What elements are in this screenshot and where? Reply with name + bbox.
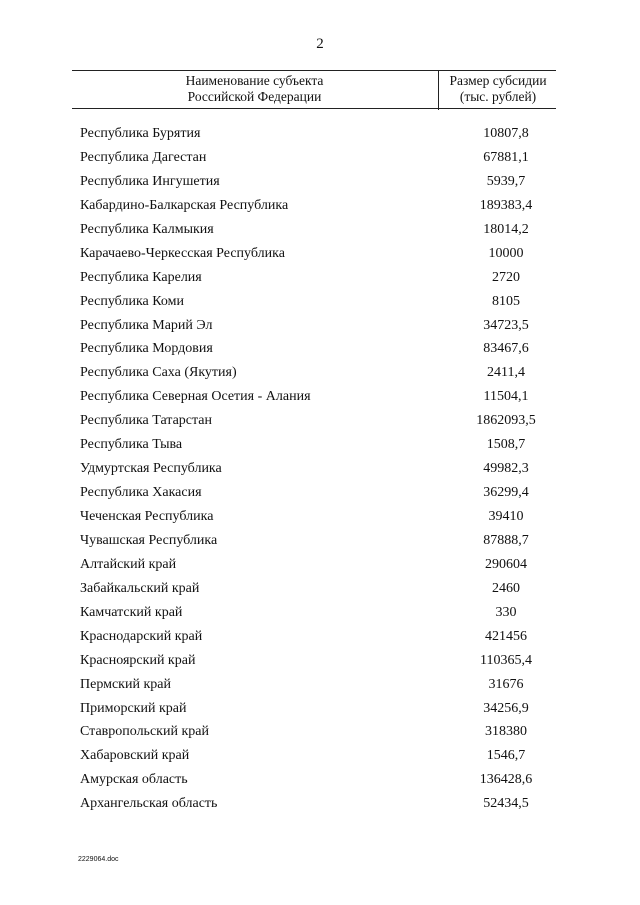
table-row	[80, 697, 556, 721]
table-row	[80, 433, 556, 457]
table-body	[80, 122, 556, 816]
header-region-name-line1: Наименование субъекта	[185, 73, 324, 88]
region-name: Забайкальский край	[80, 580, 200, 596]
table-row	[80, 505, 556, 529]
subsidy-value: 34256,9	[483, 700, 529, 716]
table-row	[80, 457, 556, 481]
region-name: Амурская область	[80, 772, 188, 788]
table-row	[80, 601, 556, 625]
region-name: Приморский край	[80, 700, 187, 716]
table-row	[80, 792, 556, 816]
region-name: Республика Хакасия	[80, 485, 202, 501]
page-number: 2	[316, 36, 324, 52]
region-name: Чувашская Республика	[80, 532, 218, 548]
table-row	[80, 673, 556, 697]
table-row	[80, 409, 556, 433]
region-name: Республика Марий Эл	[80, 317, 213, 333]
subsidy-value: 330	[495, 604, 517, 620]
region-name: Республика Татарстан	[80, 413, 213, 429]
region-name: Краснодарский край	[80, 628, 203, 644]
subsidy-value: 189383,4	[479, 197, 533, 213]
table-row	[80, 266, 556, 290]
table-row	[80, 625, 556, 649]
file-name: 2229064.doc	[78, 856, 119, 863]
header-subsidy-line2: (тыс. рублей)	[459, 89, 537, 104]
region-name: Республика Коми	[80, 293, 184, 309]
subsidy-value: 2460	[492, 580, 520, 596]
region-name: Архангельская область	[80, 796, 218, 812]
table-row	[80, 385, 556, 409]
subsidy-value: 36299,4	[483, 485, 529, 501]
region-name: Республика Ингушетия	[80, 173, 220, 189]
header-subsidy-line1: Размер субсидии	[449, 73, 547, 88]
subsidy-value: 1862093,5	[476, 413, 536, 429]
header-subsidy	[438, 71, 557, 110]
region-name: Карачаево-Черкесская Республика	[80, 245, 285, 261]
region-name: Республика Бурятия	[80, 126, 201, 141]
table-row	[80, 529, 556, 553]
table-row	[80, 170, 556, 194]
region-name: Республика Карелия	[80, 269, 202, 285]
table-row	[80, 553, 556, 577]
table-row	[80, 242, 556, 266]
subsidy-value: 18014,2	[483, 221, 529, 237]
subsidy-value: 31676	[488, 676, 524, 692]
subsidy-value: 10807,8	[483, 126, 529, 141]
region-name: Красноярский край	[80, 652, 196, 668]
table-row	[80, 768, 556, 792]
subsidy-value: 2720	[492, 269, 520, 285]
header-region-name	[72, 71, 437, 110]
table-row	[80, 649, 556, 673]
table-header	[72, 70, 556, 109]
region-name: Республика Дагестан	[80, 149, 207, 165]
table-row	[80, 194, 556, 218]
table-row	[80, 361, 556, 385]
table-row	[80, 218, 556, 242]
subsidy-value: 136428,6	[479, 772, 533, 788]
region-name: Алтайский край	[80, 556, 177, 572]
subsidy-value: 1508,7	[486, 437, 526, 453]
region-name: Республика Тыва	[80, 437, 183, 453]
table-row	[80, 122, 556, 146]
subsidy-value: 83467,6	[483, 341, 529, 357]
subsidy-value: 39410	[488, 509, 524, 524]
subsidy-value: 2411,4	[487, 365, 525, 381]
subsidy-value: 318380	[485, 724, 527, 740]
subsidy-value: 8105	[492, 293, 520, 309]
region-name: Пермский край	[80, 676, 171, 692]
subsidy-value: 34723,5	[483, 317, 529, 333]
table-row	[80, 290, 556, 314]
region-name: Хабаровский край	[80, 748, 190, 764]
region-name: Камчатский край	[80, 604, 183, 620]
subsidy-value: 421456	[485, 628, 527, 644]
region-name: Республика Калмыкия	[80, 221, 214, 237]
subsidy-value: 5939,7	[486, 173, 526, 189]
subsidy-value: 11504,1	[483, 389, 529, 405]
subsidy-value: 49982,3	[483, 461, 529, 477]
subsidy-value: 1546,7	[486, 748, 526, 764]
region-name: Удмуртская Республика	[80, 461, 222, 477]
region-name: Кабардино-Балкарская Республика	[80, 197, 289, 213]
region-name: Республика Мордовия	[80, 341, 213, 357]
header-region-name-line2: Российской Федерации	[187, 89, 322, 104]
subsidy-value: 87888,7	[483, 532, 529, 548]
table-row	[80, 314, 556, 338]
region-name: Республика Северная Осетия - Алания	[80, 389, 311, 405]
region-name: Чеченская Республика	[80, 509, 214, 524]
table-row	[80, 337, 556, 361]
table-row	[80, 146, 556, 170]
table-row	[80, 720, 556, 744]
region-name: Ставропольский край	[80, 724, 209, 740]
table-row	[80, 744, 556, 768]
subsidy-value: 110365,4	[480, 652, 532, 668]
subsidy-value: 52434,5	[483, 796, 529, 812]
subsidy-value: 10000	[488, 245, 524, 261]
subsidy-value: 290604	[485, 556, 527, 572]
region-name: Республика Саха (Якутия)	[80, 365, 237, 381]
table-row	[80, 481, 556, 505]
subsidy-value: 67881,1	[483, 149, 529, 165]
table-row	[80, 577, 556, 601]
